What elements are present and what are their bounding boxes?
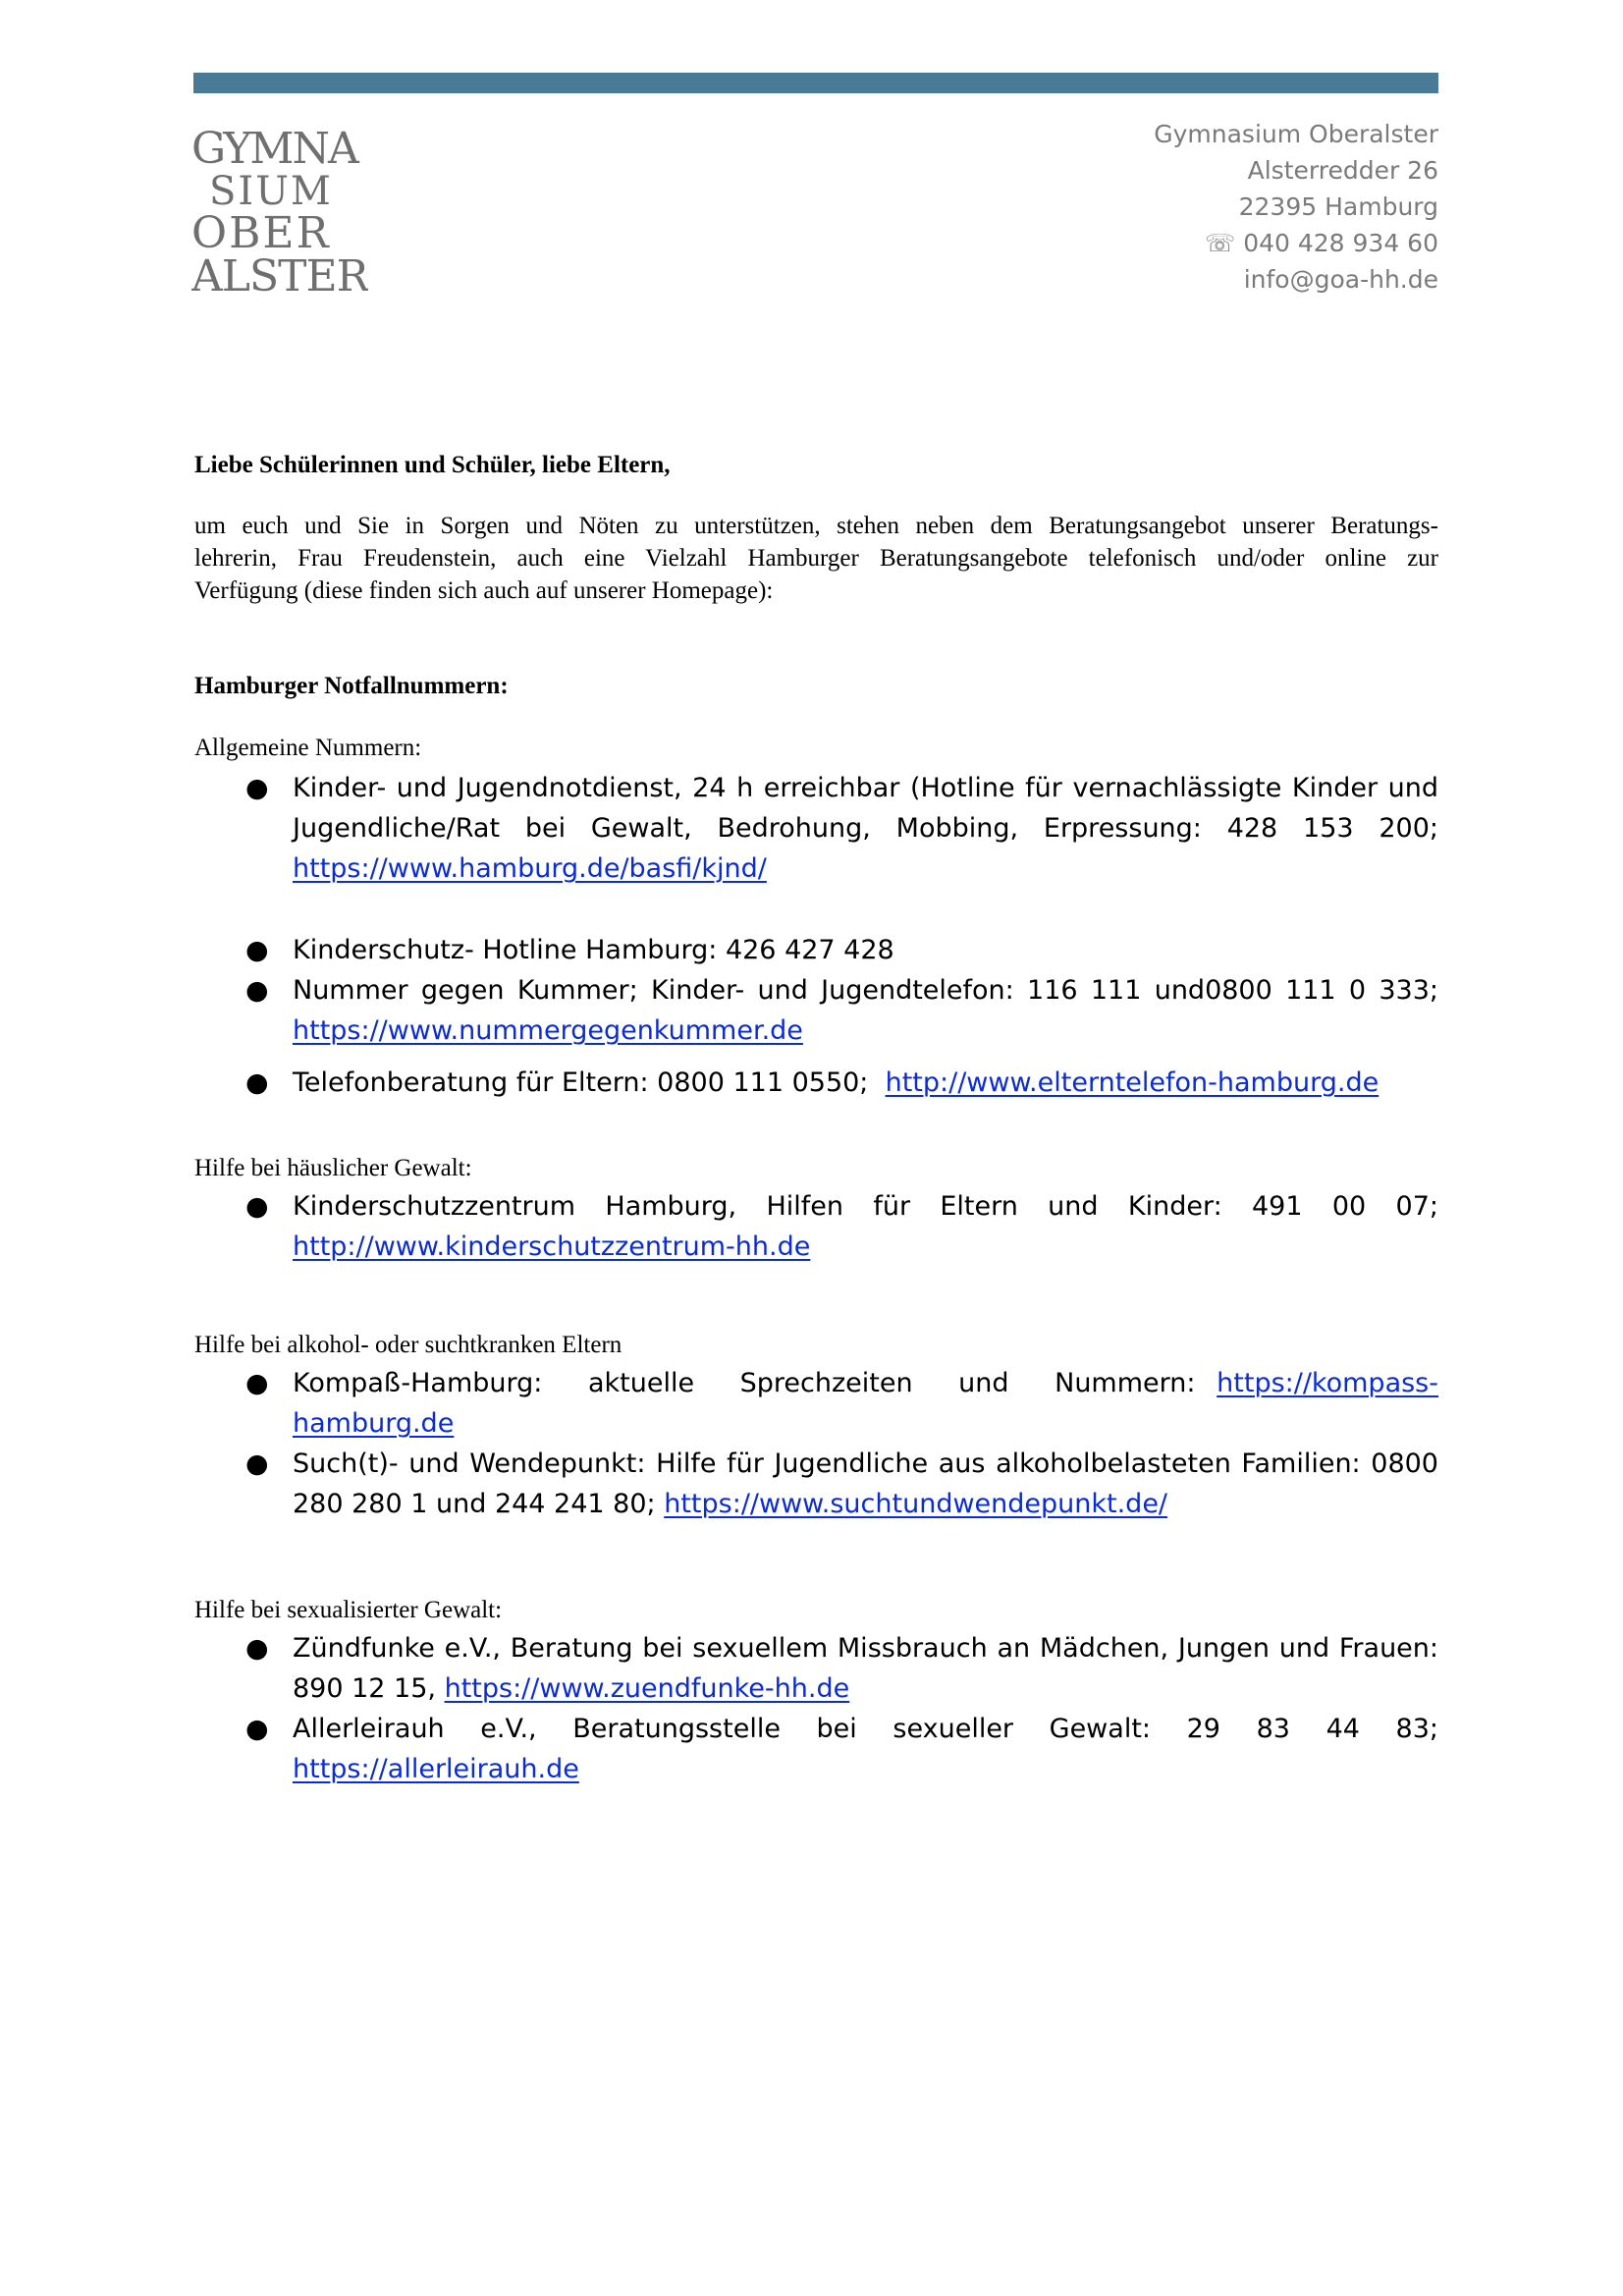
list-item (194, 768, 1438, 889)
item-line: 280 280 1 und 244 241 80; (293, 1489, 656, 1519)
item-line: Kinderschutz- Hotline Hamburg: 426 427 428 (293, 935, 894, 965)
address-email: info@goa-hh.de (1243, 265, 1438, 294)
item-link[interactable]: https://www.hamburg.de/basfi/kjnd/ (293, 853, 767, 884)
bullet-icon: ● (245, 1449, 269, 1479)
school-logo (191, 122, 368, 297)
item-line: Jugendliche/Rat bei Gewalt, Bedrohung, Mobbing, Erpressung: 428 153 200; (293, 813, 1438, 844)
bullet-icon: ● (245, 1191, 269, 1222)
item-line: Zündfunke e.V., Beratung bei sexuellem Missbrauch an Mädchen, Jungen und Frauen: (293, 1633, 1438, 1664)
item-line: Kompaß-Hamburg: aktuelle Sprechzeiten und Nummern: (293, 1368, 1196, 1398)
group-title: Allgemeine Nummern: (194, 735, 422, 761)
item-link[interactable]: https://www.zuendfunke-hh.de (444, 1673, 850, 1704)
intro-line: um euch und Sie in Sorgen und Nöten zu unterstützen, stehen neben dem Beratungsangebot unserer Beratungs- (194, 513, 1438, 539)
item-line: Kinderschutzzentrum Hamburg, Hilfen für Eltern und Kinder: 491 00 07; (293, 1191, 1438, 1222)
list-item (194, 970, 1438, 1051)
bullet-icon: ● (245, 1633, 269, 1664)
list-item (194, 1709, 1438, 1789)
group-list (194, 1186, 1438, 1267)
bullet-icon: ● (245, 975, 269, 1006)
section-title: Hamburger Notfallnummern: (194, 673, 509, 699)
item-line: 890 12 15, (293, 1673, 436, 1704)
group-list (194, 1363, 1438, 1524)
group-list (194, 768, 1438, 889)
group-list (194, 1628, 1438, 1789)
group-title: Hilfe bei sexualisierter Gewalt: (194, 1597, 503, 1623)
intro-line: lehrerin, Frau Freudenstein, auch eine Vielzahl Hamburger Beratungsangebote telefonisch und/oder online zur (194, 545, 1438, 572)
list-item (194, 1363, 1438, 1444)
bullet-icon: ● (245, 773, 269, 803)
item-link[interactable]: http://www.kinderschutzzentrum-hh.de (293, 1231, 811, 1262)
salutation: Liebe Schülerinnen und Schüler, liebe Eltern, (194, 452, 671, 478)
phone-number: 040 428 934 60 (1243, 229, 1438, 257)
item-line: Such(t)- und Wendepunkt: Hilfe für Jugendliche aus alkoholbelasteten Familien: 0800 (293, 1449, 1438, 1479)
address-city: 22395 Hamburg (1238, 192, 1438, 221)
school-address (1154, 116, 1438, 298)
list-item (194, 1186, 1438, 1267)
intro-paragraph (194, 510, 1438, 607)
bullet-icon: ● (245, 1368, 269, 1398)
list-item (194, 1063, 1438, 1103)
item-link[interactable]: https://kompass- (1217, 1368, 1438, 1398)
bullet-icon: ● (245, 935, 269, 965)
svg-text:OBER: OBER (191, 208, 331, 258)
address-school-name: Gymnasium Oberalster (1154, 120, 1438, 148)
group-list (194, 930, 1438, 1103)
list-item (194, 930, 1438, 970)
item-link[interactable]: https://www.nummergegenkummer.de (293, 1015, 803, 1046)
item-link[interactable]: http://www.elterntelefon-hamburg.de (885, 1067, 1380, 1098)
svg-text:GYMNA: GYMNA (191, 124, 357, 174)
item-line: Nummer gegen Kummer; Kinder- und Jugendtelefon: 116 111 und0800 111 0 333; (293, 975, 1438, 1006)
bullet-icon: ● (245, 1067, 269, 1098)
svg-text:ALSTER: ALSTER (191, 251, 368, 297)
svg-text:SIUM: SIUM (209, 169, 333, 214)
address-street: Alsterredder 26 (1247, 156, 1438, 185)
item-link-continued[interactable]: hamburg.de (293, 1408, 455, 1439)
intro-line: Verfügung (diese finden sich auch auf unserer Homepage): (194, 577, 774, 604)
group-title: Hilfe bei häuslicher Gewalt: (194, 1155, 472, 1181)
bullet-icon: ● (245, 1714, 269, 1744)
phone-icon: ☏ (1204, 229, 1236, 257)
group-title: Hilfe bei alkohol- oder suchtkranken Eltern (194, 1332, 622, 1358)
item-link[interactable]: https://www.suchtundwendepunkt.de/ (664, 1489, 1168, 1519)
list-item (194, 1628, 1438, 1709)
item-line: Telefonberatung für Eltern: 0800 111 0550; (293, 1067, 869, 1098)
list-item (194, 1444, 1438, 1524)
item-link[interactable]: https://allerleirauh.de (293, 1754, 579, 1784)
header-bar (193, 73, 1438, 93)
address-phone (1154, 225, 1438, 261)
item-line: Allerleirauh e.V., Beratungsstelle bei sexueller Gewalt: 29 83 44 83; (293, 1714, 1438, 1744)
item-line: Kinder- und Jugendnotdienst, 24 h erreichbar (Hotline für vernachlässigte Kinder und (293, 773, 1438, 803)
